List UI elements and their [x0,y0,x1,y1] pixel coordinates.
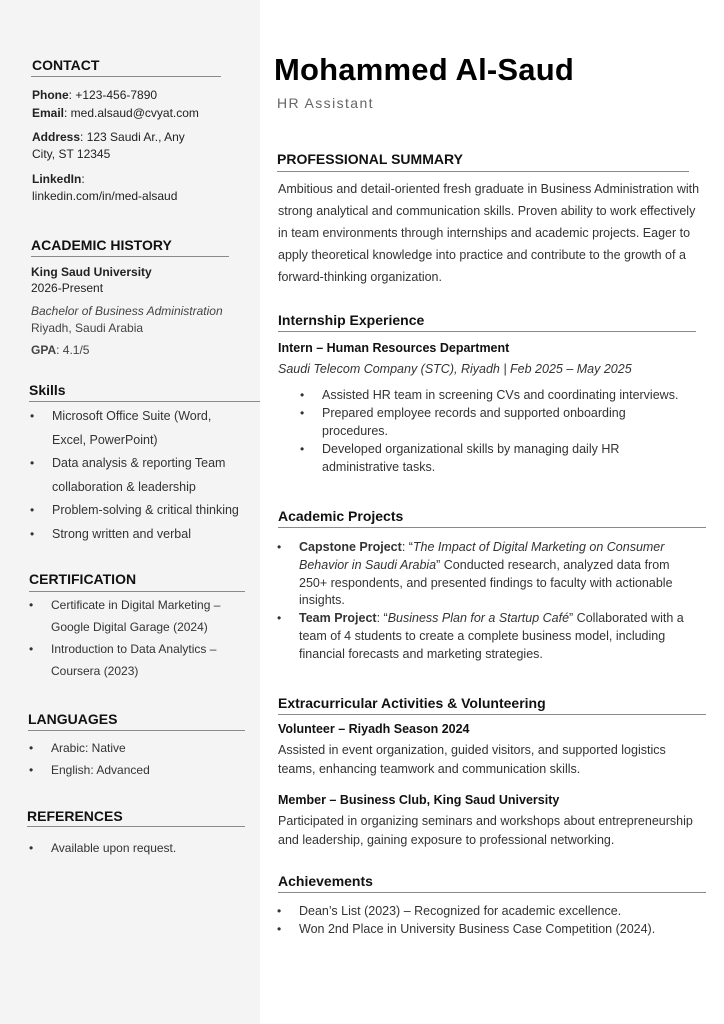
extracurricular-title-1: Volunteer – Riyadh Season 2024 [278,722,470,736]
list-item: • Developed organizational skills by managing daily HR administrative tasks. [322,440,712,476]
extracurricular-desc-2: Participated in organizing seminars and workshops about entrepreneurship and leadership, gaining exposure to professional networking. [278,814,693,847]
skills-list [52,405,257,546]
list-item: • Problem-solving & critical thinking [52,499,257,523]
list-item: • English: Advanced [51,759,251,781]
skills-divider [29,401,262,402]
list-item: • Introduction to Data Analytics – Coursera (2023) [51,638,251,682]
list-item: • Microsoft Office Suite (Word, Excel, PowerPoint) [52,405,257,452]
internship-company: Saudi Telecom Company (STC), Riyadh | Feb 2025 – May 2025 [278,362,632,376]
academic-divider [31,256,229,257]
certification-heading: CERTIFICATION [29,571,137,587]
projects-divider [278,527,706,528]
certification-divider [29,591,245,592]
references-divider [27,826,245,827]
main-content [260,0,724,1024]
candidate-role: HR Assistant [277,95,374,111]
internship-heading: Internship Experience [278,312,425,328]
projects-heading: Academic Projects [278,508,404,524]
contact-phone: Phone: +123-456-7890 [32,88,158,102]
contact-heading: CONTACT [32,57,100,73]
academic-location: Riyadh, Saudi Arabia [31,321,144,335]
contact-address-line2: City, ST 12345 [32,147,111,161]
list-item: • Assisted HR team in screening CVs and coordinating interviews. [322,386,712,404]
projects-list [299,539,709,664]
academic-degree: Bachelor of Business Administration [31,304,223,318]
extracurricular-title-2: Member – Business Club, King Saud University [278,793,560,807]
contact-address: Address: 123 Saudi Ar., Any [32,130,185,144]
summary-divider [277,171,689,172]
achievements-list [299,902,709,938]
extracurricular-divider [278,714,706,715]
skills-heading: Skills [29,382,66,398]
academic-gpa: GPA: 4.1/5 [31,343,90,357]
contact-linkedin-label: LinkedIn: [32,172,85,186]
achievements-heading: Achievements [278,873,373,889]
contact-divider [31,76,221,77]
academic-university: King Saud University [31,265,152,279]
list-item: • Arabic: Native [51,737,251,759]
list-item: • Certificate in Digital Marketing – Google Digital Garage (2024) [51,594,251,638]
extracurricular-desc-1: Assisted in event organization, guided visitors, and supported logistics teams, enhancing teamwork and communication skills. [278,743,666,776]
list-item: • Won 2nd Place in University Business Case Competition (2024). [299,920,709,938]
list-item: • Prepared employee records and supported onboarding procedures. [322,404,712,440]
languages-divider [28,730,245,731]
internship-divider [278,331,696,332]
list-item: • Available upon request. [51,839,251,857]
references-list [51,839,251,857]
contact-linkedin[interactable]: linkedin.com/in/med-alsaud [32,189,178,203]
list-item: • Data analysis & reporting Team collaboration & leadership [52,452,257,499]
summary-text: Ambitious and detail-oriented fresh graduate in Business Administration with strong analytical and communication skills. Proven ability to work effectively in team environments through internships and academic projects. Eager to apply theoretical knowledge into practice and contribute to the growth of a forward-thinking organization. [278,182,700,284]
academic-heading: ACADEMIC HISTORY [31,237,172,253]
extracurricular-heading: Extracurricular Activities & Volunteering [278,695,546,711]
summary-heading: PROFESSIONAL SUMMARY [277,151,463,167]
list-item: • Team Project: “Business Plan for a Startup Café” Collaborated with a team of 4 students to create a complete business model, including financial forecasts and marketing strategies. [299,610,709,663]
list-item: • Capstone Project: “The Impact of Digital Marketing on Consumer Behavior in Saudi Arabia” Conducted research, analyzed data from 250+ respondents, and presented findings to faculty with actionable insights. [299,539,709,610]
sidebar [0,0,260,1024]
languages-list [51,737,251,781]
certification-list [51,594,251,682]
internship-title: Intern – Human Resources Department [278,341,510,355]
contact-email[interactable]: Email: med.alsaud@cvyat.com [32,106,199,120]
languages-heading: LANGUAGES [28,711,118,727]
references-heading: REFERENCES [27,808,123,824]
academic-years: 2026-Present [31,281,104,295]
achievements-divider [278,892,706,893]
candidate-name: Mohammed Al-Saud [274,52,575,87]
list-item: • Strong written and verbal [52,523,257,547]
list-item: • Dean’s List (2023) – Recognized for academic excellence. [299,902,709,920]
internship-bullets [322,386,712,476]
